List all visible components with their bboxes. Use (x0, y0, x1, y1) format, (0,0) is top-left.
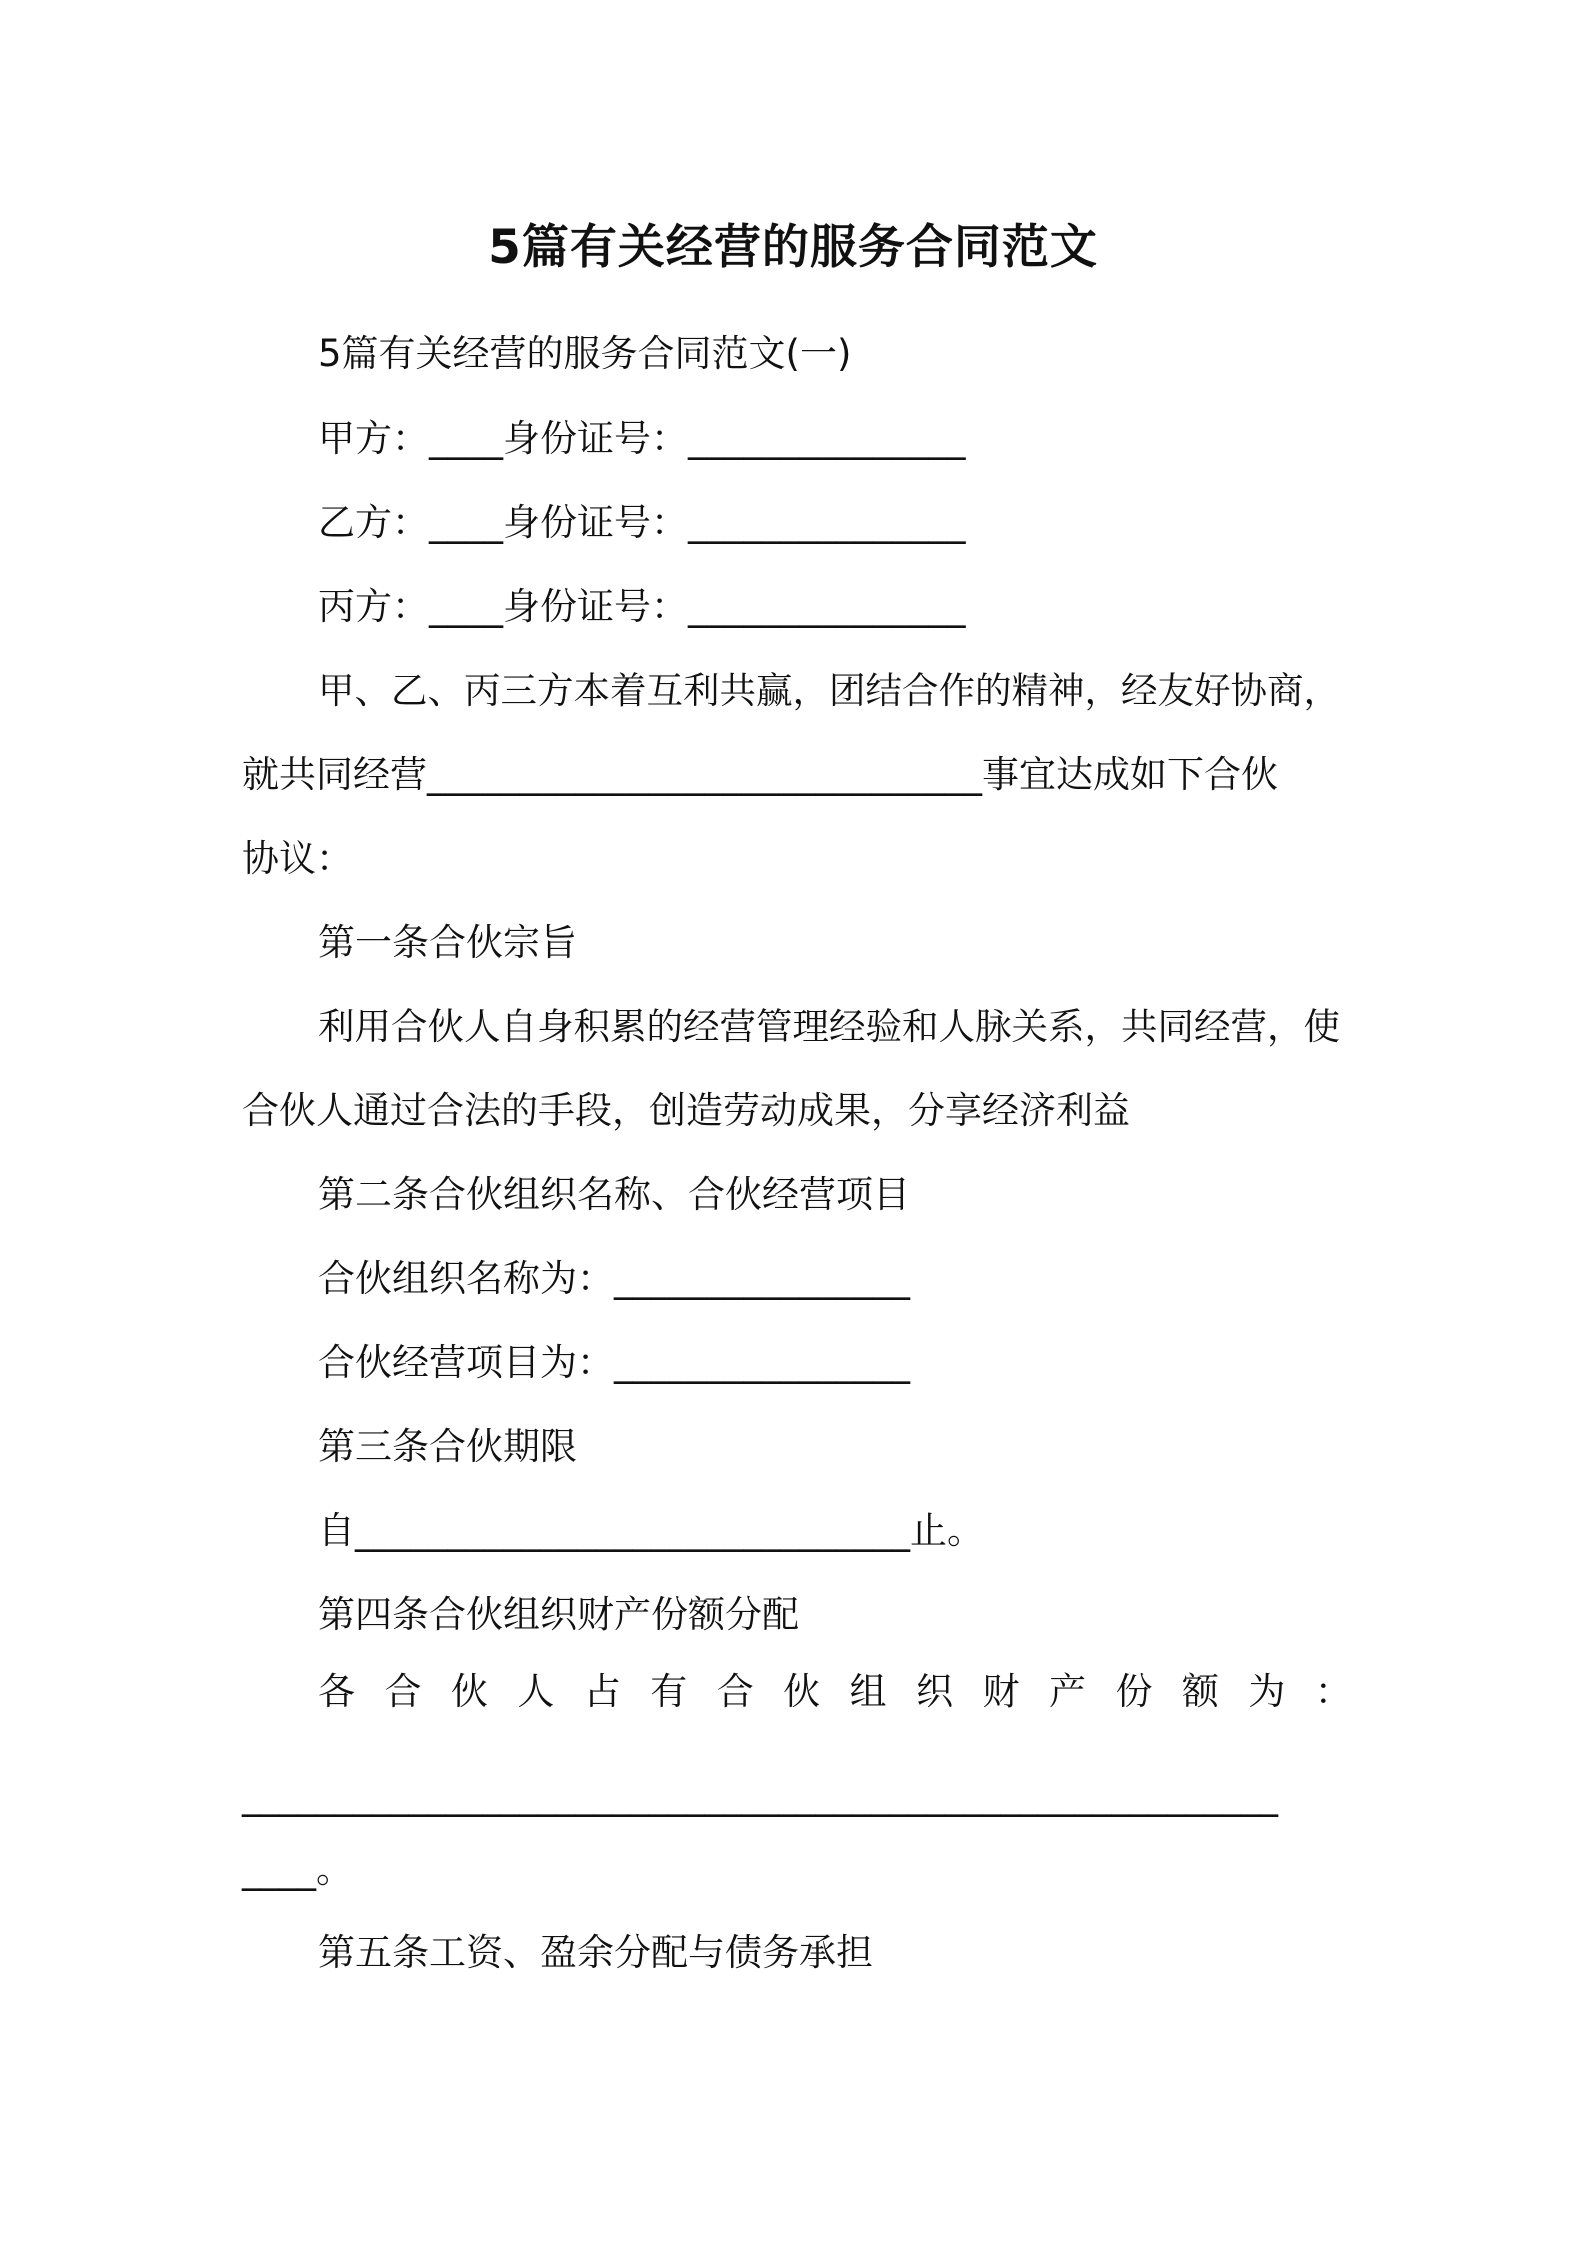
article-4-char: 产 (1048, 1670, 1086, 1713)
article-1-line-1: 利用合伙人自身积累的经营管理经验和人脉关系，共同经营，使 (318, 1005, 1340, 1048)
article-3-term: 自______________________________止。 (318, 1509, 984, 1552)
document-subtitle: 5篇有关经营的服务合同范文(一) (318, 332, 852, 375)
article-4-tail: ____。 (242, 1848, 353, 1891)
party-c-line: 丙方：____身份证号：_______________ (318, 585, 966, 628)
article-1-line-2: 合伙人通过合法的手段，创造劳动成果，分享经济利益 (242, 1089, 1130, 1132)
article-4-blank-line: ________________________________________________________ (242, 1774, 1278, 1817)
article-4-char: 为 (1248, 1670, 1286, 1713)
article-4-char: 伙 (450, 1670, 488, 1713)
article-1-heading: 第一条合伙宗旨 (318, 921, 577, 964)
article-5-heading: 第五条工资、盈余分配与债务承担 (318, 1931, 873, 1974)
article-2-project: 合伙经营项目为：________________ (318, 1341, 910, 1384)
article-4-char: 有 (650, 1670, 688, 1713)
article-2-org-name: 合伙组织名称为：________________ (318, 1257, 910, 1300)
article-2-heading: 第二条合伙组织名称、合伙经营项目 (318, 1173, 910, 1216)
article-4-heading: 第四条合伙组织财产份额分配 (318, 1593, 799, 1636)
article-4-char: ： (1314, 1670, 1352, 1713)
article-4-char: 合 (384, 1670, 422, 1713)
intro-line-1: 甲、乙、丙三方本着互利共赢，团结合作的精神，经友好协商， (318, 669, 1340, 712)
article-4-char: 伙 (783, 1670, 821, 1713)
party-b-line: 乙方：____身份证号：_______________ (318, 501, 966, 544)
article-4-char: 织 (916, 1670, 954, 1713)
article-4-char: 占 (583, 1670, 621, 1713)
article-4-char: 合 (716, 1670, 754, 1713)
article-4-char: 组 (849, 1670, 887, 1713)
article-3-heading: 第三条合伙期限 (318, 1425, 577, 1468)
intro-line-2: 就共同经营______________________________事宜达成如下合伙 (242, 753, 1278, 796)
article-4-char: 财 (982, 1670, 1020, 1713)
article-4-char: 份 (1115, 1670, 1153, 1713)
document-title: 5篇有关经营的服务合同范文 (488, 220, 1098, 275)
article-4-char: 人 (517, 1670, 555, 1713)
intro-line-3: 协议： (242, 837, 353, 880)
article-4-char: 额 (1181, 1670, 1219, 1713)
article-4-char: 各 (318, 1670, 355, 1713)
article-4-share-line (318, 1668, 1352, 1716)
party-a-line: 甲方：____身份证号：_______________ (318, 417, 966, 460)
